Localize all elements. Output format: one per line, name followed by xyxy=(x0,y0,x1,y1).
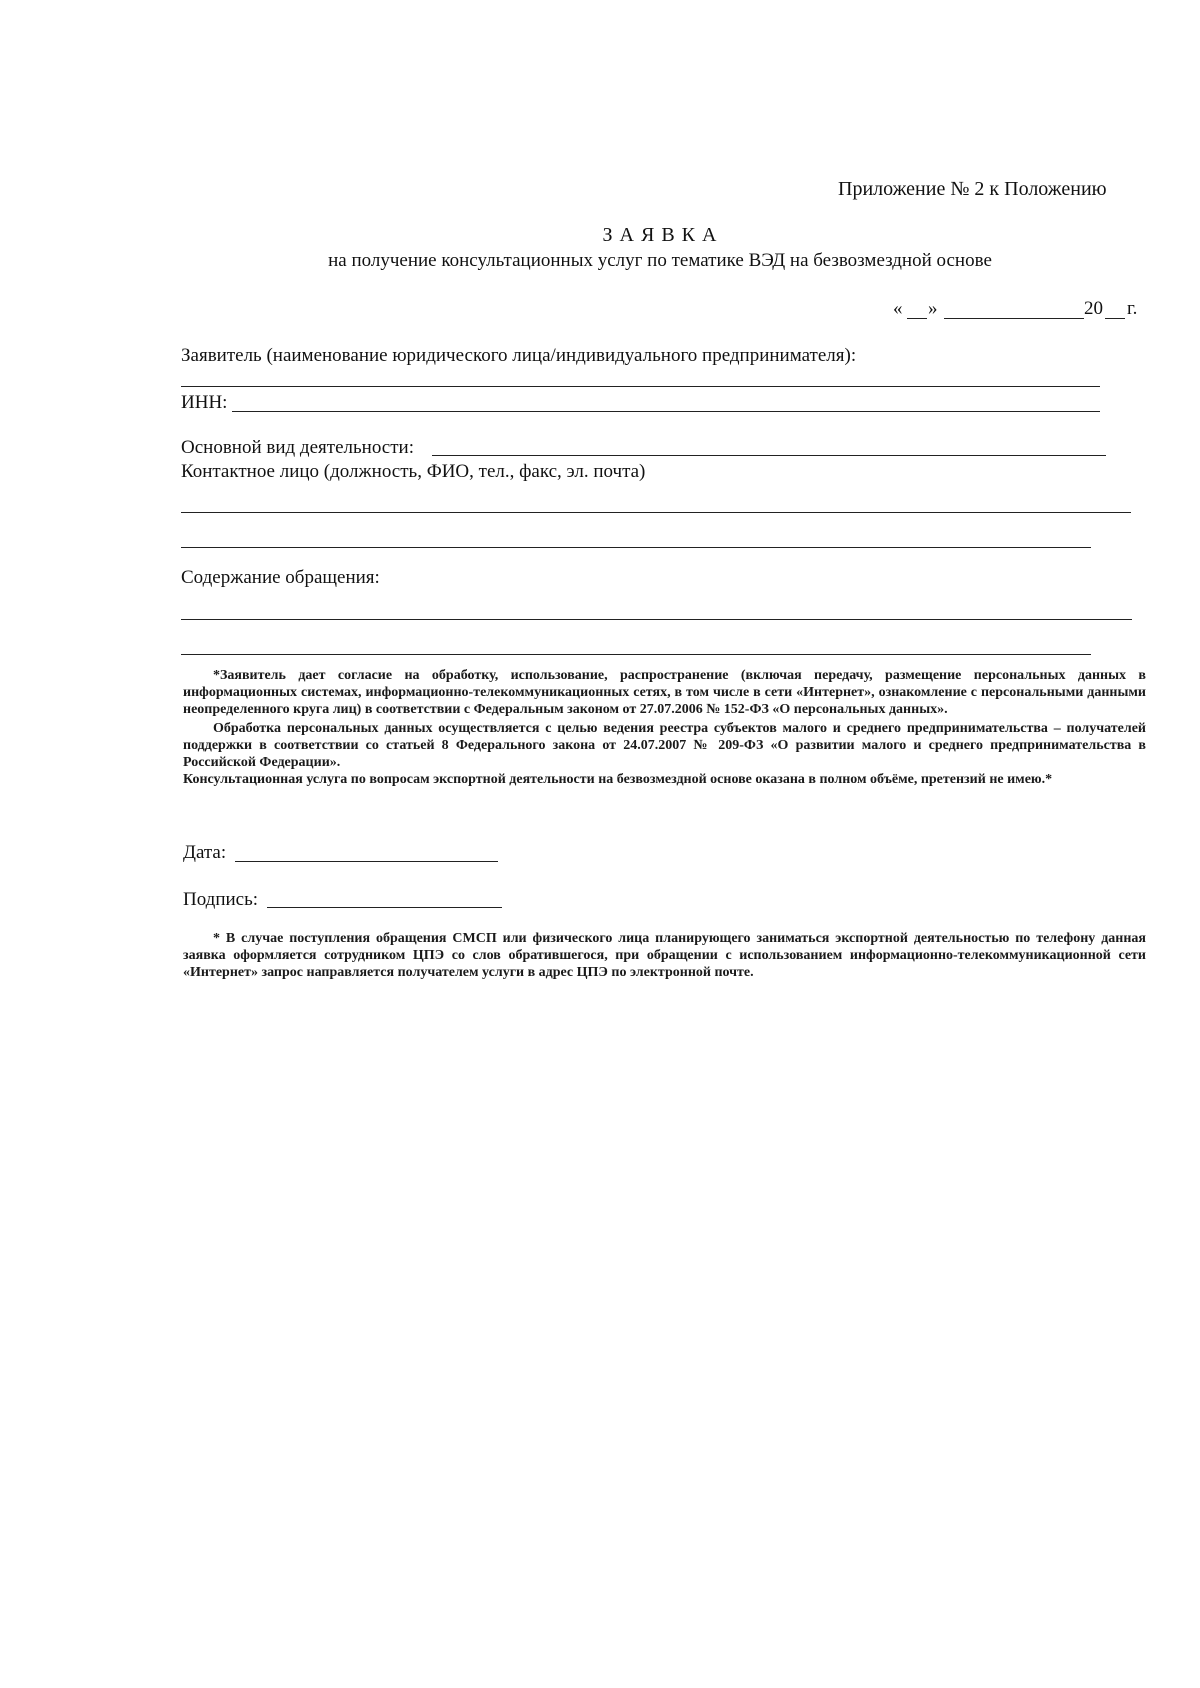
day-blank[interactable] xyxy=(907,318,927,319)
applicant-label: Заявитель (наименование юридического лица/индивидуального предпринимателя): xyxy=(181,345,857,366)
date-field[interactable] xyxy=(235,861,498,862)
contact-field-line-1[interactable] xyxy=(181,512,1131,513)
request-field-line-1[interactable] xyxy=(181,619,1132,620)
date-label: Дата: xyxy=(183,842,227,863)
activity-field[interactable] xyxy=(432,455,1106,456)
contact-label: Контактное лицо (должность, ФИО, тел., факс, эл. почта) xyxy=(181,461,646,482)
footnote xyxy=(183,930,1146,981)
inn-label: ИНН: xyxy=(181,392,228,413)
request-field-line-2[interactable] xyxy=(181,654,1091,655)
document-subtitle: на получение консультационных услуг по тематике ВЭД на безвозмездной основе xyxy=(328,250,992,271)
consent-paragraph-2: Обработка персональных данных осуществляется с целью ведения реестра субъектов малого и среднего предпринимательства – получателей поддержки в соответствии со статьей 8 Федерального закона от 24.07.2007 № 209-ФЗ «О развитии малого и среднего предпринимательства в Российской Федерации». xyxy=(183,721,1146,770)
consent-block xyxy=(183,667,1146,788)
appendix-reference: Приложение № 2 к Положению xyxy=(838,178,1107,200)
document-title: З А Я В К А xyxy=(602,224,718,246)
signature-field[interactable] xyxy=(267,907,502,908)
year-blank[interactable] xyxy=(1105,318,1125,319)
footnote-text: * В случае поступления обращения СМСП или физического лица планирующего заниматься экспортной деятельностью по телефону данная заявка оформляется сотрудником ЦПЭ со слов обратившегося, при обращении с использованием информационно-телекоммуникационной сети «Интернет» запрос направляется получателем услуги в адрес ЦПЭ по электронной почте. xyxy=(183,931,1146,980)
applicant-field[interactable] xyxy=(181,386,1100,387)
year-prefix: 20 xyxy=(1084,298,1103,319)
signature-label: Подпись: xyxy=(183,889,259,910)
inn-field[interactable] xyxy=(232,411,1100,412)
date-open-quote: « xyxy=(893,298,903,319)
activity-label: Основной вид деятельности: xyxy=(181,437,414,458)
contact-field-line-2[interactable] xyxy=(181,547,1091,548)
request-label: Содержание обращения: xyxy=(181,567,380,588)
date-close-quote: » xyxy=(928,298,938,319)
consent-paragraph-3: Консультационная услуга по вопросам экспортной деятельности на безвозмездной основе оказана в полном объёме, претензий не имею.* xyxy=(183,772,1053,787)
month-blank[interactable] xyxy=(944,318,1084,319)
year-suffix: г. xyxy=(1127,298,1138,319)
consent-paragraph-1: *Заявитель дает согласие на обработку, использование, распространение (включая передачу, размещение персональных данных в информационных системах, информационно-телекоммуникационных сетях, в том числе в сети «Интернет», ознакомление с персональными данными неопределенного круга лиц) в соответствии с Федеральным законом от 27.07.2006 № 152-ФЗ «О персональных данных». xyxy=(183,668,1146,717)
